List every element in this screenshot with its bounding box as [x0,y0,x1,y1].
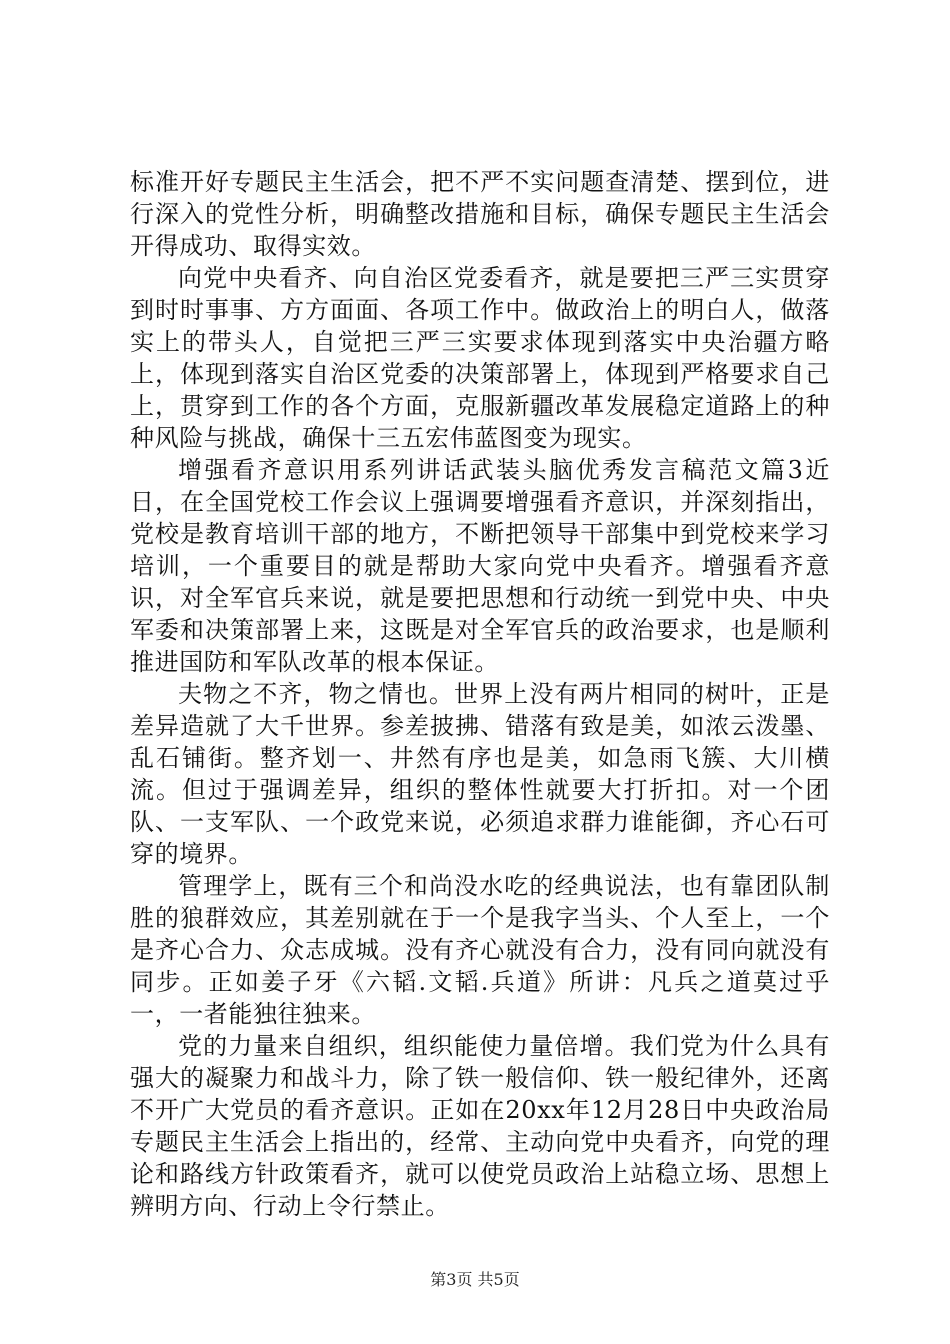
paragraph: 增强看齐意识用系列讲话武装头脑优秀发言稿范文篇3近日，在全国党校工作会议上强调要增强看齐意识，并深刻指出，党校是教育培训干部的地方，不断把领导干部集中到党校来学习培训，一个重要目的就是帮助大家向党中央看齐。增强看齐意识，对全军官兵来说，就是要把思想和行动统一到党中央、中央军委和决策部署上来，这既是对全军官兵的政治要求，也是顺利推进国防和军队改革的根本保证。 [130,456,830,676]
page-footer: 第3页 共5页 [430,1270,520,1289]
paragraph: 党的力量来自组织，组织能使力量倍增。我们党为什么具有强大的凝聚力和战斗力，除了铁一般信仰、铁一般纪律外，还离不开广大党员的看齐意识。正如在20xx年12月28日中央政治局专题民主生活会上指出的，经常、主动向党中央看齐，向党的理论和路线方针政策看齐，就可以使党员政治上站稳立场、思想上辨明方向、行动上令行禁止。 [130,1032,830,1220]
paragraph: 管理学上，既有三个和尚没水吃的经典说法，也有靠团队制胜的狼群效应，其差别就在于一个是我字当头、个人至上，一个是齐心合力、众志成城。没有齐心就没有合力，没有同向就没有同步。正如姜子牙《六韬.文韬.兵道》所讲：凡兵之道莫过乎一，一者能独往独来。 [130,872,830,1028]
document-body [130,166,830,1222]
paragraph: 夫物之不齐，物之情也。世界上没有两片相同的树叶，正是差异造就了大千世界。参差披拂、错落有致是美，如浓云泼墨、乱石铺街。整齐划一、井然有序也是美，如急雨飞簇、大川横流。但过于强调差异，组织的整体性就要大打折扣。对一个团队、一支军队、一个政党来说，必须追求群力谁能御，齐心石可穿的境界。 [130,680,830,868]
paragraph: 向党中央看齐、向自治区党委看齐，就是要把三严三实贯穿到时时事事、方方面面、各项工作中。做政治上的明白人，做落实上的带头人，自觉把三严三实要求体现到落实中央治疆方略上，体现到落实自治区党委的决策部署上，体现到严格要求自己上，贯穿到工作的各个方面，克服新疆改革发展稳定道路上的种种风险与挑战，确保十三五宏伟蓝图变为现实。 [130,264,830,452]
paragraph-continuation: 标准开好专题民主生活会，把不严不实问题查清楚、摆到位，进行深入的党性分析，明确整改措施和目标，确保专题民主生活会开得成功、取得实效。 [130,168,830,260]
